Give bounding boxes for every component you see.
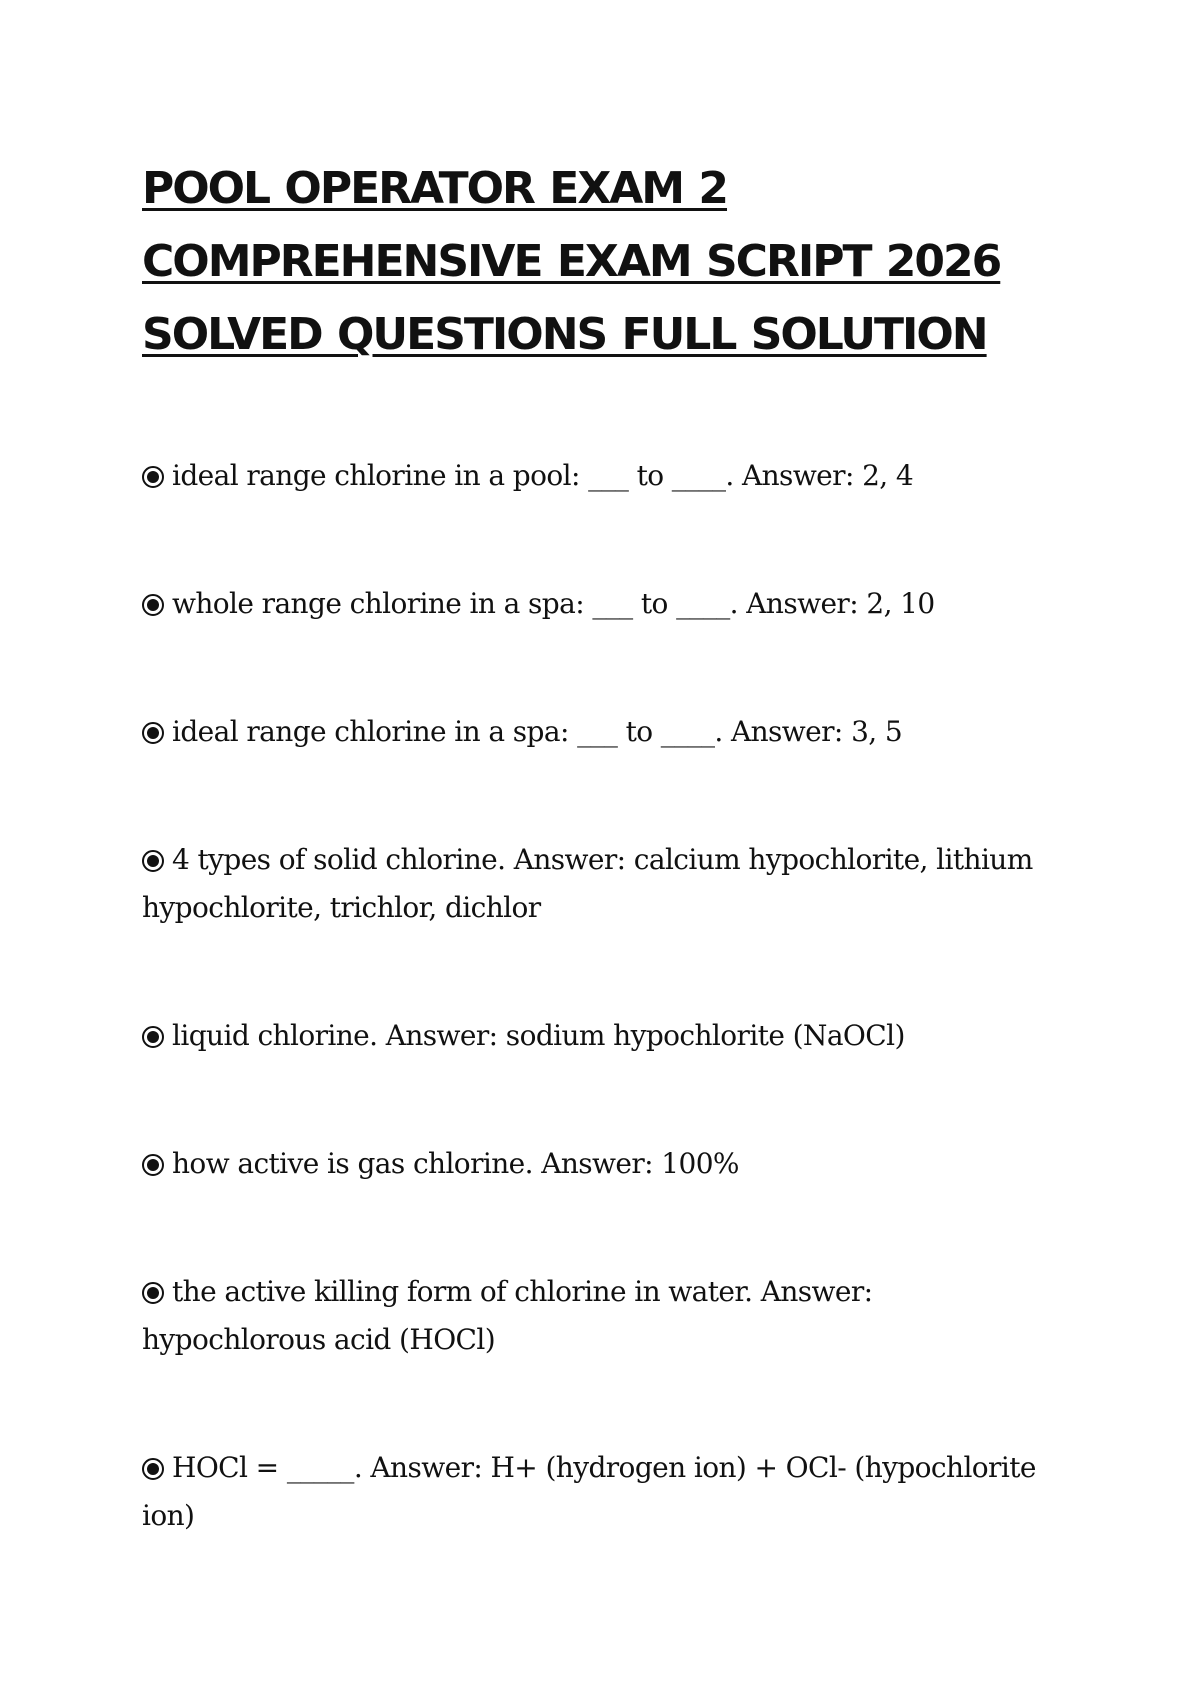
radio-bullet-icon <box>142 1154 164 1176</box>
radio-bullet-icon <box>142 1026 164 1048</box>
list-item <box>142 1140 1062 1188</box>
radio-bullet-icon <box>142 594 164 616</box>
question-answer-text: 4 types of solid chlorine. Answer: calcium hypochlorite, lithium hypochlorite, trichlor, dichlor <box>142 843 1033 924</box>
question-answer-text: the active killing form of chlorine in water. Answer: hypochlorous acid (HOCl) <box>142 1275 873 1356</box>
document-title: POOL OPERATOR EXAM 2 COMPREHENSIVE EXAM SCRIPT 2026 SOLVED QUESTIONS FULL SOLUTION <box>142 163 1001 360</box>
list-item <box>142 708 1062 756</box>
question-answer-text: HOCl = _____. Answer: H+ (hydrogen ion) + OCl- (hypochlorite ion) <box>142 1451 1036 1532</box>
question-answer-text: whole range chlorine in a spa: ___ to ____. Answer: 2, 10 <box>172 587 935 620</box>
question-answer-text: how active is gas chlorine. Answer: 100% <box>172 1147 739 1180</box>
list-item <box>142 1268 1062 1364</box>
question-answer-text: ideal range chlorine in a spa: ___ to ____. Answer: 3, 5 <box>172 715 903 748</box>
radio-bullet-icon <box>142 466 164 488</box>
list-item <box>142 1444 1062 1540</box>
radio-bullet-icon <box>142 1458 164 1480</box>
radio-bullet-icon <box>142 1282 164 1304</box>
radio-bullet-icon <box>142 850 164 872</box>
question-answer-list <box>142 452 1062 1620</box>
list-item <box>142 1012 1062 1060</box>
list-item <box>142 836 1062 932</box>
list-item <box>142 580 1062 628</box>
question-answer-text: ideal range chlorine in a pool: ___ to ____. Answer: 2, 4 <box>172 459 914 492</box>
question-answer-text: liquid chlorine. Answer: sodium hypochlorite (NaOCl) <box>172 1019 905 1052</box>
radio-bullet-icon <box>142 722 164 744</box>
list-item <box>142 452 1062 500</box>
